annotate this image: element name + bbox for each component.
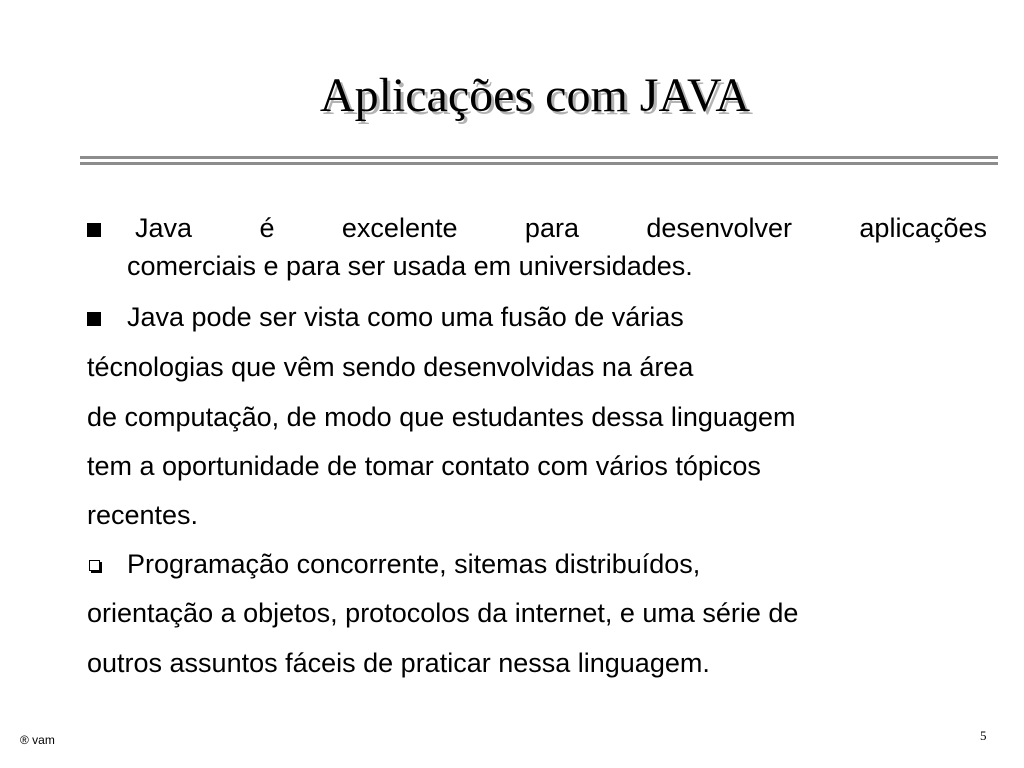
bullet-2-line-5: recentes. — [87, 500, 199, 530]
hollow-square-bullet-icon — [89, 560, 100, 571]
bullet-2-line-3: de computação, de modo que estudantes dessa linguagem — [87, 402, 796, 432]
slide-title: Aplicações com JAVA — [319, 69, 751, 122]
title-divider-top — [80, 156, 998, 159]
bullet-1-line-2: comerciais e para ser usada em universidades. — [127, 251, 693, 281]
bullet-3-line-3: outros assuntos fáceis de praticar nessa linguagem. — [87, 648, 710, 678]
title-divider-bottom — [80, 162, 998, 165]
bullet-item-1 — [87, 212, 987, 282]
bullet-2-line-1: Java pode ser vista como uma fusão de várias — [127, 302, 684, 332]
bullet-2-line-2: técnologias que vêm sendo desenvolvidas na área — [87, 352, 694, 382]
bullet-2-line-4: tem a oportunidade de tomar contato com vários tópicos — [87, 451, 761, 481]
bullet-3-line-2: orientação a objetos, protocolos da internet, e uma série de — [87, 598, 799, 628]
footer-author: ® vam — [20, 733, 55, 747]
bullet-3-line-1: Programação concorrente, sitemas distribuídos, — [127, 549, 701, 579]
square-bullet-icon — [87, 223, 101, 237]
page-number: 5 — [980, 728, 987, 743]
bullet-item-2 — [87, 301, 987, 335]
bullet-item-3 — [87, 548, 987, 582]
square-bullet-icon — [87, 312, 101, 326]
bullet-1-line-1: Java é excelente para desenvolver aplicações — [135, 213, 987, 243]
